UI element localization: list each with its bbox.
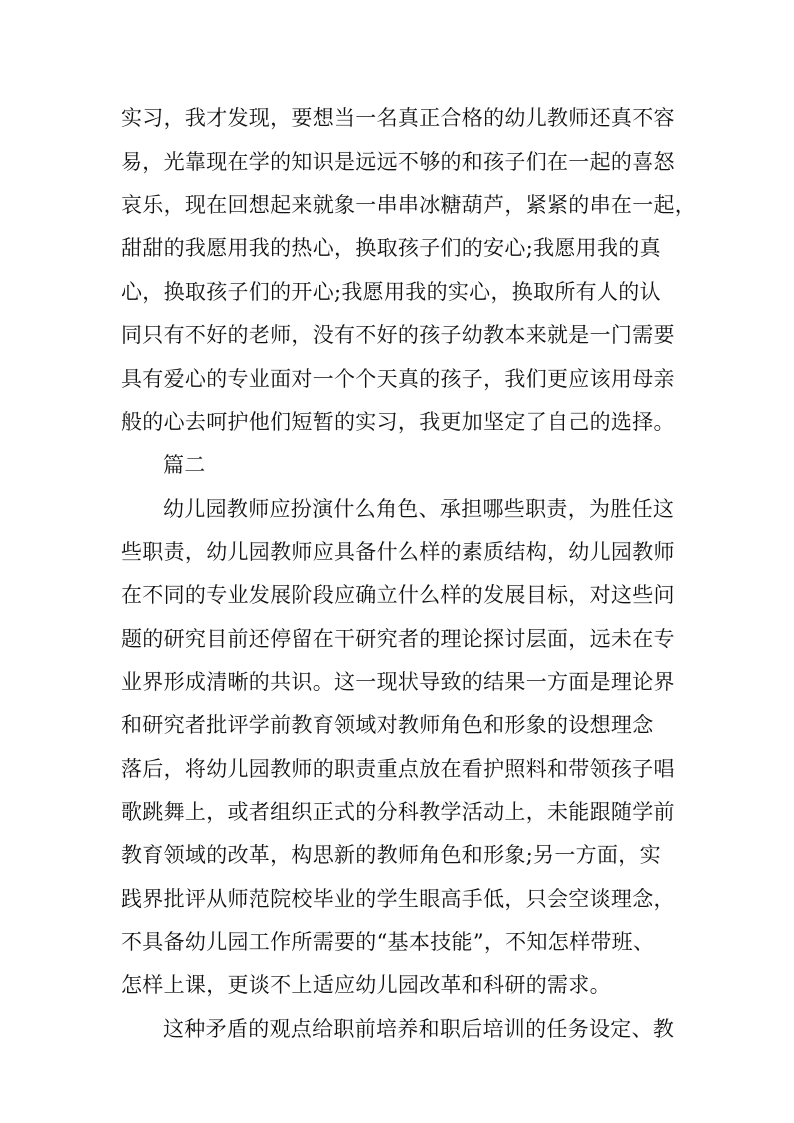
text-line: 同只有不好的老师，没有不好的孩子幼教本来就是一门需要	[121, 323, 675, 347]
text-line: 落后，将幼儿园教师的职责重点放在看护照料和带领孩子唱	[121, 757, 675, 781]
section-heading: 篇二	[163, 453, 206, 477]
text-line: 不具备幼儿园工作所需要的“基本技能”，不知怎样带班、	[121, 930, 655, 954]
text-line: 甜甜的我愿用我的热心，换取孩子们的安心;我愿用我的真	[121, 236, 661, 260]
text-line: 歌跳舞上，或者组织正式的分科教学活动上，未能跟随学前	[121, 800, 675, 824]
text-line: 业界形成清晰的共识。这一现状导致的结果一方面是理论界	[121, 670, 675, 694]
text-line: 怎样上课，更谈不上适应幼儿园改革和科研的需求。	[121, 973, 611, 997]
text-line: 教育领域的改革，构思新的教师角色和形象;另一方面，实	[121, 843, 661, 867]
text-line: 幼儿园教师应扮演什么角色、承担哪些职责，为胜任这	[163, 497, 675, 521]
text-line: 般的心去呵护他们短暂的实习，我更加坚定了自己的选择。	[121, 410, 675, 434]
text-line: 心，换取孩子们的开心;我愿用我的实心，换取所有人的认	[121, 280, 661, 304]
text-line: 这种矛盾的观点给职前培养和职后培训的任务设定、教	[163, 1017, 675, 1041]
text-line: 在不同的专业发展阶段应确立什么样的发展目标，对这些问	[121, 583, 675, 607]
text-line: 和研究者批评学前教育领域对教师角色和形象的设想理念	[121, 713, 654, 737]
text-line: 具有爱心的专业面对一个个天真的孩子，我们更应该用母亲	[121, 367, 675, 391]
text-line: 易，光靠现在学的知识是远远不够的和孩子们在一起的喜怒	[121, 150, 675, 174]
text-line: 实习，我才发现，要想当一名真正合格的幼儿教师还真不容	[121, 106, 675, 130]
text-line: 些职责，幼儿园教师应具备什么样的素质结构，幼儿园教师	[121, 540, 675, 564]
text-line: 践界批评从师范院校毕业的学生眼高手低，只会空谈理念，	[121, 887, 675, 911]
text-line: 哀乐，现在回想起来就象一串串冰糖葫芦，紧紧的串在一起，	[121, 193, 697, 217]
text-line: 题的研究目前还停留在干研究者的理论探讨层面，远未在专	[121, 627, 675, 651]
